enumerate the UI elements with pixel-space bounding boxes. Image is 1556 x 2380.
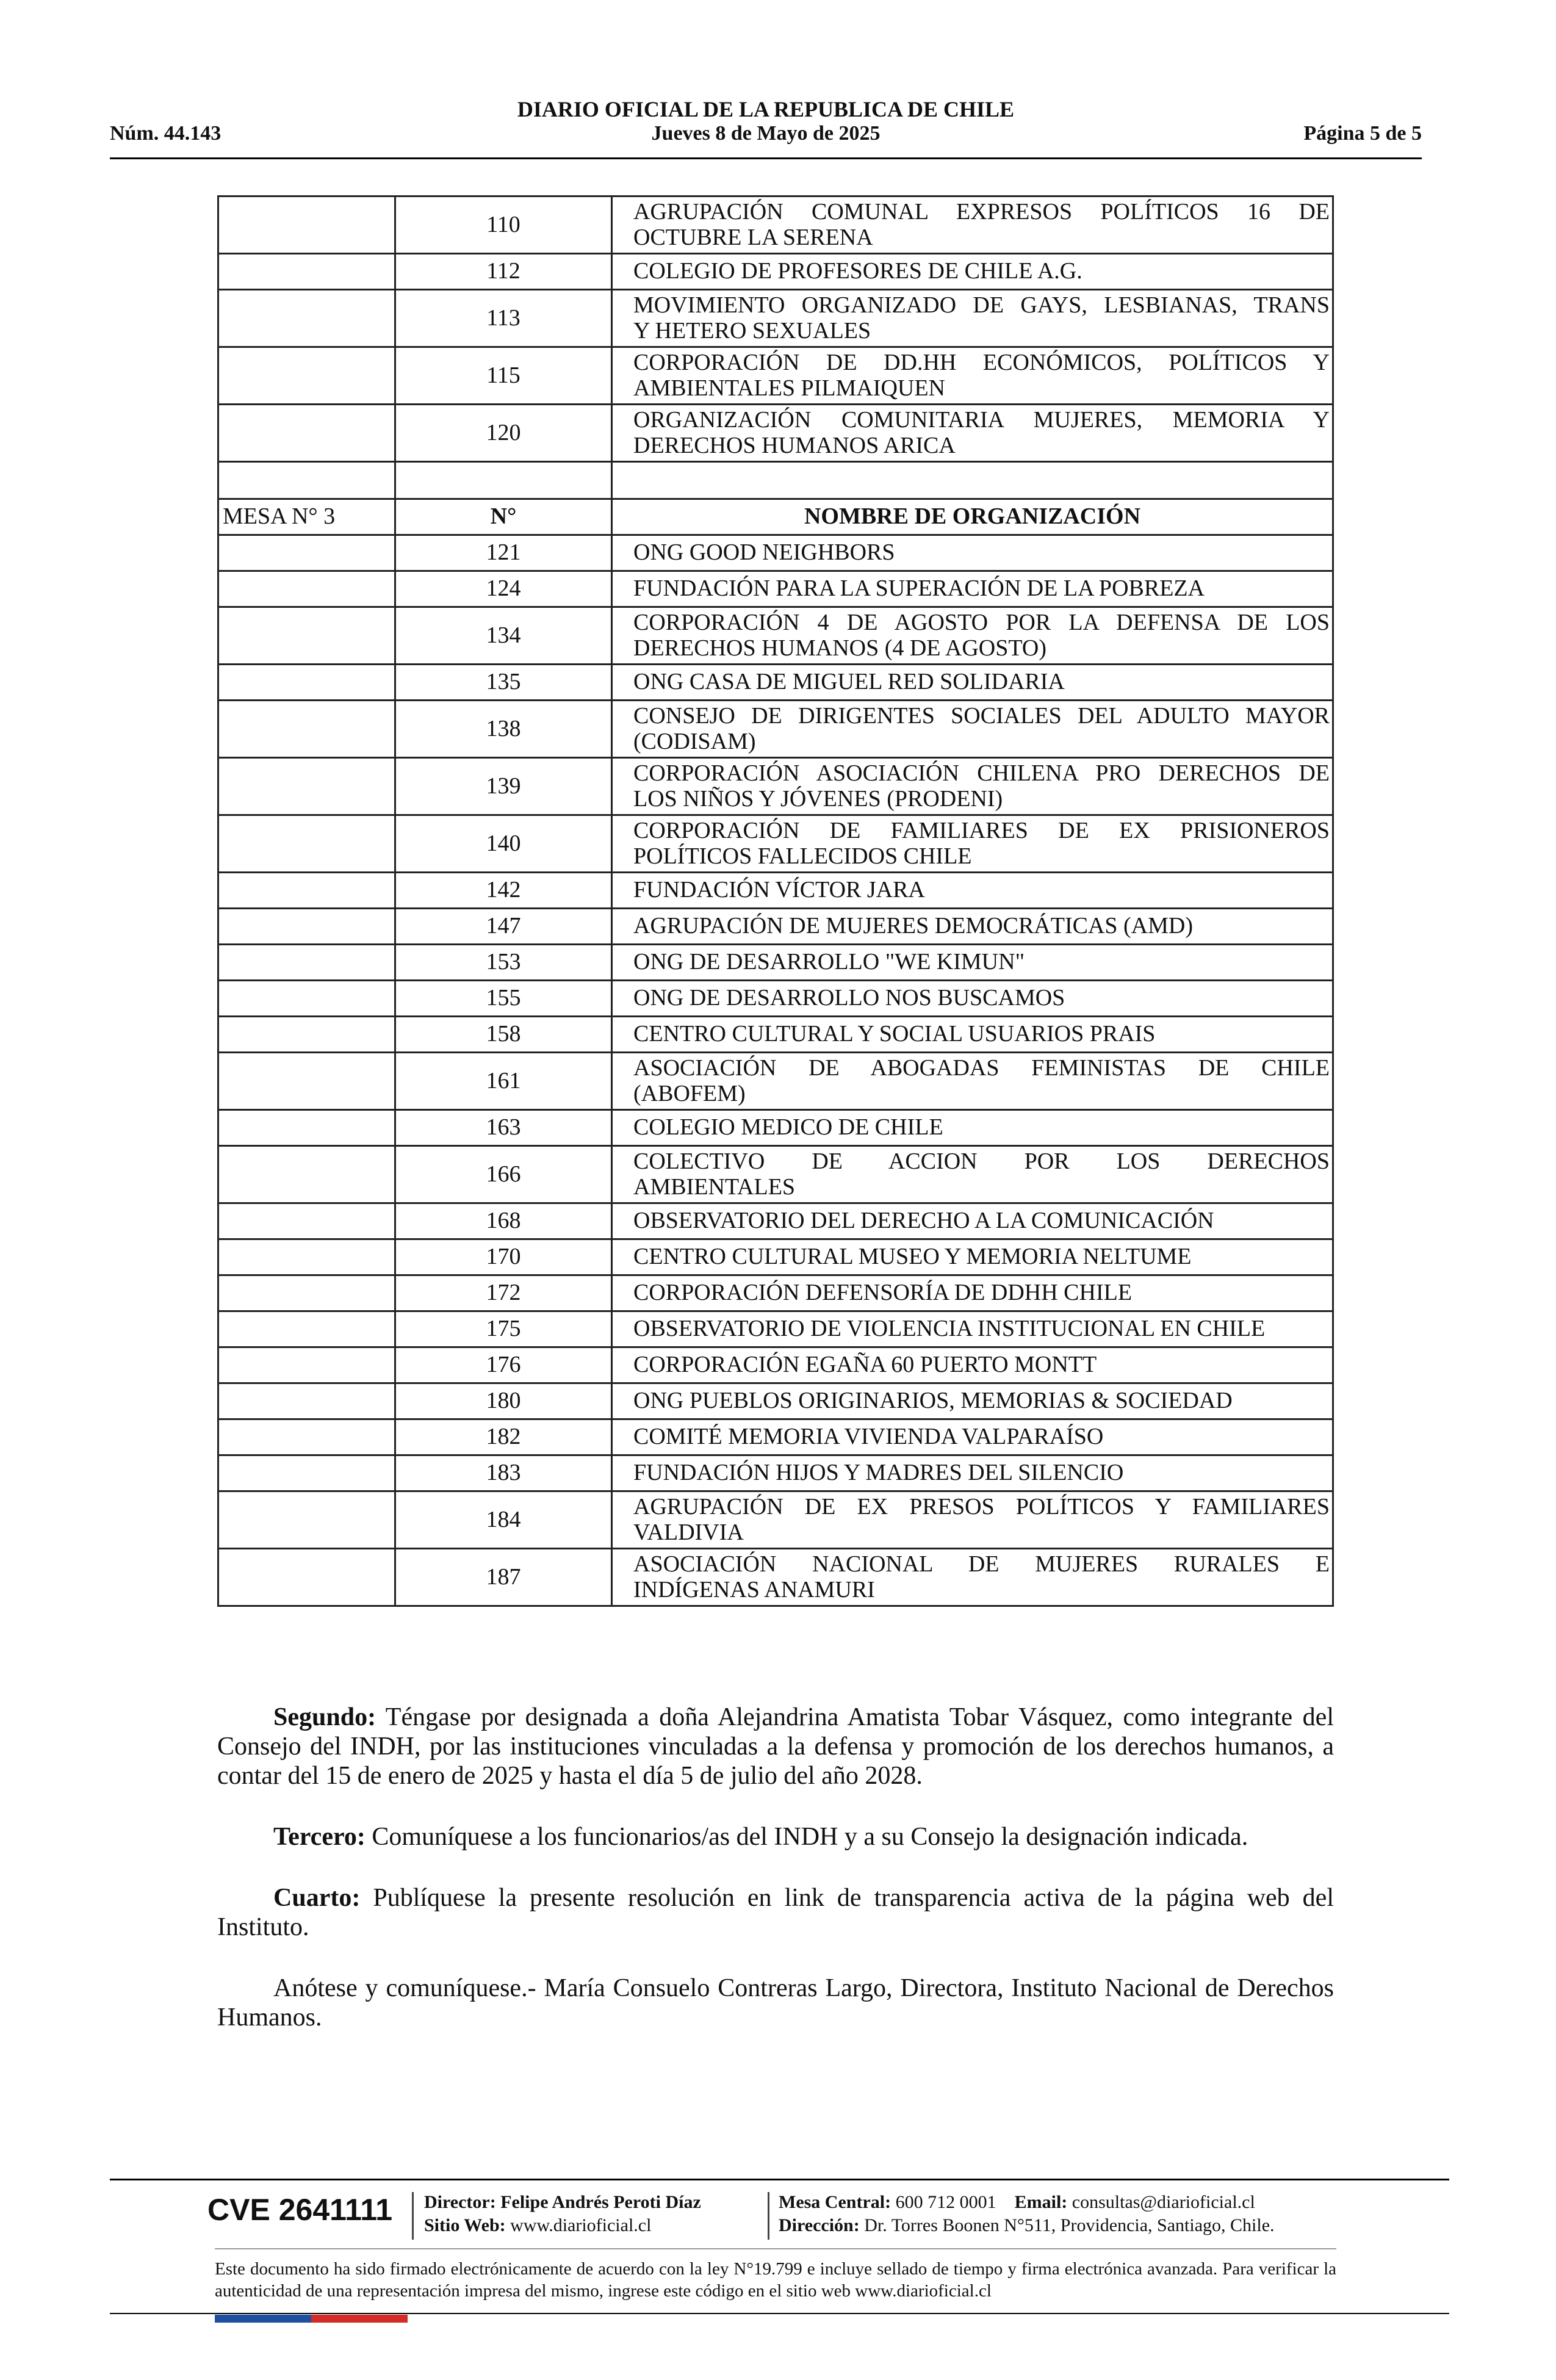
issue-number: Núm. 44.143 [110, 122, 222, 145]
table-row [218, 254, 1333, 290]
org-name: ONG GOOD NEIGHBORS [633, 539, 895, 566]
paragraph-cuarto [217, 1883, 1334, 1942]
org-name-cell [612, 1146, 1333, 1203]
org-name-cell [612, 1311, 1333, 1347]
org-name-continued: VALDIVIA [633, 1519, 744, 1545]
org-name: CENTRO CULTURAL MUSEO Y MEMORIA NELTUME [633, 1244, 1192, 1270]
org-name-continued: Y HETERO SEXUALES [633, 317, 871, 344]
org-number: 134 [395, 607, 612, 665]
mesa-cell [218, 1146, 395, 1203]
org-name: ASOCIACIÓN NACIONAL DE MUJERES RURALES E [633, 1551, 1330, 1578]
footer-separator [412, 2192, 414, 2240]
org-name-cell [612, 1203, 1333, 1239]
org-number: 135 [395, 665, 612, 701]
org-number: 142 [395, 873, 612, 909]
footer-divider-mid [215, 2248, 1336, 2249]
org-name: COLEGIO DE PROFESORES DE CHILE A.G. [633, 258, 1082, 284]
segundo-label: Segundo: [273, 1703, 376, 1731]
table-row [218, 571, 1333, 607]
org-number: 113 [395, 290, 612, 347]
mesa-cell [218, 1383, 395, 1419]
org-number: 182 [395, 1419, 612, 1455]
org-number: 166 [395, 1146, 612, 1203]
cve-code: CVE 2641111 [207, 2193, 393, 2227]
org-number: 120 [395, 405, 612, 462]
org-name-cell [612, 701, 1333, 758]
org-name: MOVIMIENTO ORGANIZADO DE GAYS, LESBIANAS, TRANS [633, 292, 1330, 319]
org-name-cell [612, 1110, 1333, 1146]
column-header-number: N° [395, 499, 612, 535]
org-name-cell [612, 981, 1333, 1017]
org-number: 158 [395, 1017, 612, 1053]
table-row [218, 290, 1333, 347]
mesa-cell [218, 1419, 395, 1455]
org-name-cell [612, 1053, 1333, 1110]
org-name: FUNDACIÓN PARA LA SUPERACIÓN DE LA POBREZA [633, 575, 1205, 602]
footer-separator [768, 2192, 769, 2240]
org-number: 161 [395, 1053, 612, 1110]
org-name: ASOCIACIÓN DE ABOGADAS FEMINISTAS DE CHILE [633, 1055, 1330, 1081]
org-name-continued: DERECHOS HUMANOS (4 DE AGOSTO) [633, 635, 1047, 661]
org-number: 180 [395, 1383, 612, 1419]
org-name-cell [612, 1549, 1333, 1606]
paragraph-tercero [217, 1822, 1334, 1852]
org-number: 112 [395, 254, 612, 290]
org-name-continued: OCTUBRE LA SERENA [633, 224, 873, 250]
mesa-cell [218, 873, 395, 909]
paragraph-segundo [217, 1703, 1334, 1790]
table-row [218, 873, 1333, 909]
table-row [218, 1110, 1333, 1146]
mesa-cell [218, 1549, 395, 1606]
org-name-cell [612, 1017, 1333, 1053]
footer-divider-top [110, 2179, 1449, 2180]
org-name: AGRUPACIÓN DE MUJERES DEMOCRÁTICAS (AMD) [633, 913, 1194, 939]
flag-stripe-red [311, 2315, 408, 2323]
mesa-cell [218, 815, 395, 873]
org-number: 110 [395, 197, 612, 254]
table-row [218, 1491, 1333, 1549]
org-name-cell [612, 665, 1333, 701]
org-number: 187 [395, 1549, 612, 1606]
org-name-cell [612, 405, 1333, 462]
paragraph-closing: Anótese y comuníquese.- María Consuelo Contreras Largo, Directora, Instituto Nacional de Derechos Humanos. [217, 1974, 1334, 2032]
web-label: Sitio Web: [424, 2215, 506, 2235]
org-name-cell [612, 873, 1333, 909]
org-number: 121 [395, 535, 612, 571]
tercero-text: Comuníquese a los funcionarios/as del INDH y a su Consejo la designación indicada. [365, 1823, 1248, 1851]
web-link[interactable]: www.diarioficial.cl [505, 2215, 652, 2235]
org-name: CORPORACIÓN 4 DE AGOSTO POR LA DEFENSA DE LOS [633, 610, 1330, 636]
organizations-table-body [218, 197, 1333, 1606]
tercero-label: Tercero: [273, 1823, 366, 1851]
org-name: CORPORACIÓN ASOCIACIÓN CHILENA PRO DERECHOS DE [633, 760, 1330, 787]
segundo-text: Téngase por designada a doña Alejandrina Amatista Tobar Vásquez, como integrante del Consejo del INDH, por las instituciones vinculadas a la defensa y promoción de los derechos humanos, a contar del 15 de enero de 2025 y hasta el día 5 de julio del año 2028. [217, 1703, 1334, 1790]
org-name: OBSERVATORIO DEL DERECHO A LA COMUNICACIÓN [633, 1208, 1214, 1234]
mesa-cell [218, 607, 395, 665]
org-name-continued: INDÍGENAS ANAMURI [633, 1576, 875, 1603]
table-row [218, 535, 1333, 571]
org-name: CORPORACIÓN DEFENSORÍA DE DDHH CHILE [633, 1280, 1133, 1306]
mesa-cell [218, 1311, 395, 1347]
org-name-continued: AMBIENTALES [633, 1174, 796, 1200]
table-row [218, 981, 1333, 1017]
newspaper-title: DIARIO OFICIAL DE LA REPUBLICA DE CHILE [517, 97, 1015, 121]
org-name: ORGANIZACIÓN COMUNITARIA MUJERES, MEMORIA Y [633, 407, 1330, 433]
mesa-cell [218, 701, 395, 758]
org-name-continued: POLÍTICOS FALLECIDOS CHILE [633, 843, 972, 869]
mesa-cell [218, 1347, 395, 1383]
signature-disclaimer: Este documento ha sido firmado electrónicamente de acuerdo con la ley N°19.799 e incluye sellado de tiempo y firma electrónica avanzada. Para verificar la autenticidad de una representación impresa del mismo, ingrese este código en el sitio web www.diarioficial.cl [215, 2259, 1336, 2301]
mesa-cell [218, 1455, 395, 1491]
org-name: FUNDACIÓN VÍCTOR JARA [633, 877, 925, 903]
org-number: 175 [395, 1311, 612, 1347]
blank-cell [395, 462, 612, 499]
mesa-cell [218, 254, 395, 290]
column-header-name: NOMBRE DE ORGANIZACIÓN [612, 499, 1333, 535]
org-name-continued: (CODISAM) [633, 728, 756, 754]
mesa-cell [218, 535, 395, 571]
org-name-cell [612, 945, 1333, 981]
mesa-cell [218, 462, 395, 499]
table-row [218, 607, 1333, 665]
table-row [218, 1419, 1333, 1455]
org-name: CORPORACIÓN EGAÑA 60 PUERTO MONTT [633, 1352, 1097, 1378]
table-row [218, 1347, 1333, 1383]
table-row [218, 1455, 1333, 1491]
mesa-cell [218, 665, 395, 701]
table-row [218, 1146, 1333, 1203]
mesa-cell [218, 1275, 395, 1311]
org-name-continued: AMBIENTALES PILMAIQUEN [633, 375, 945, 401]
mesa-label: Mesa Central: [779, 2192, 891, 2212]
org-number: 163 [395, 1110, 612, 1146]
mesa-label: MESA N° 3 [218, 499, 395, 535]
org-number: 172 [395, 1275, 612, 1311]
table-row [218, 1383, 1333, 1419]
org-name: CONSEJO DE DIRIGENTES SOCIALES DEL ADULTO MAYOR [633, 703, 1330, 729]
mesa-cell [218, 981, 395, 1017]
org-name-cell [612, 1383, 1333, 1419]
resolution-body [217, 1703, 1334, 2064]
org-name-cell [612, 815, 1333, 873]
issue-date: Jueves 8 de Mayo de 2025 [651, 122, 881, 145]
address-value: Dr. Torres Boonen N°511, Providencia, Santiago, Chile. [859, 2215, 1275, 2235]
footer-director-block [424, 2191, 701, 2237]
org-number: 153 [395, 945, 612, 981]
table-row [218, 1275, 1333, 1311]
org-name-cell [612, 1491, 1333, 1549]
mesa-cell [218, 347, 395, 405]
mesa-cell [218, 758, 395, 815]
footer-contact-block [779, 2191, 1275, 2237]
table-row [218, 1549, 1333, 1606]
org-number: 184 [395, 1491, 612, 1549]
org-name: CENTRO CULTURAL Y SOCIAL USUARIOS PRAIS [633, 1021, 1156, 1047]
org-name-continued: DERECHOS HUMANOS ARICA [633, 432, 956, 458]
org-name: COMITÉ MEMORIA VIVIENDA VALPARAÍSO [633, 1424, 1104, 1450]
table-row [218, 1311, 1333, 1347]
org-number: 168 [395, 1203, 612, 1239]
organizations-table [217, 195, 1334, 1607]
org-name: COLECTIVO DE ACCION POR LOS DERECHOS [633, 1149, 1330, 1175]
mesa-cell [218, 571, 395, 607]
org-name-cell [612, 1455, 1333, 1491]
org-name-cell [612, 571, 1333, 607]
address-label: Dirección: [779, 2215, 860, 2235]
blank-row [218, 462, 1333, 499]
director-label: Director: [424, 2192, 496, 2212]
org-name: ONG CASA DE MIGUEL RED SOLIDARIA [633, 669, 1065, 695]
cuarto-text: Publíquese la presente resolución en link de transparencia activa de la página web del Instituto. [217, 1884, 1334, 1941]
table-row [218, 815, 1333, 873]
org-name-cell [612, 909, 1333, 945]
table-row [218, 665, 1333, 701]
page-header [110, 92, 1422, 159]
org-name-cell [612, 197, 1333, 254]
org-name-continued: (ABOFEM) [633, 1080, 746, 1106]
org-number: 176 [395, 1347, 612, 1383]
org-number: 138 [395, 701, 612, 758]
cuarto-label: Cuarto: [273, 1884, 361, 1912]
table-row [218, 1053, 1333, 1110]
table-row [218, 347, 1333, 405]
footer-divider-bottom [110, 2313, 1449, 2314]
org-name-cell [612, 347, 1333, 405]
org-name: ONG DE DESARROLLO NOS BUSCAMOS [633, 985, 1065, 1011]
org-name: FUNDACIÓN HIJOS Y MADRES DEL SILENCIO [633, 1460, 1124, 1486]
table-row [218, 405, 1333, 462]
org-number: 170 [395, 1239, 612, 1275]
table-row [218, 197, 1333, 254]
org-name: ONG PUEBLOS ORIGINARIOS, MEMORIAS & SOCIEDAD [633, 1388, 1233, 1414]
mesa-cell [218, 1017, 395, 1053]
org-number: 115 [395, 347, 612, 405]
mesa-cell [218, 290, 395, 347]
org-name: OBSERVATORIO DE VIOLENCIA INSTITUCIONAL EN CHILE [633, 1316, 1266, 1342]
org-name-cell [612, 758, 1333, 815]
mesa-cell [218, 405, 395, 462]
org-name-cell [612, 1347, 1333, 1383]
mesa-cell [218, 197, 395, 254]
table-row [218, 909, 1333, 945]
mesa-cell [218, 1110, 395, 1146]
table-row [218, 1203, 1333, 1239]
table-row [218, 758, 1333, 815]
org-number: 139 [395, 758, 612, 815]
director-name: Felipe Andrés Peroti Díaz [495, 2192, 701, 2212]
table-row [218, 1017, 1333, 1053]
org-name: CORPORACIÓN DE DD.HH ECONÓMICOS, POLÍTICOS Y [633, 350, 1330, 376]
org-name-cell [612, 1419, 1333, 1455]
org-name: AGRUPACIÓN COMUNAL EXPRESOS POLÍTICOS 16 DE [633, 199, 1330, 225]
mesa-cell [218, 1053, 395, 1110]
org-name: AGRUPACIÓN DE EX PRESOS POLÍTICOS Y FAMILIARES [633, 1494, 1330, 1520]
org-number: 183 [395, 1455, 612, 1491]
org-name: ONG DE DESARROLLO "WE KIMUN" [633, 949, 1025, 975]
mesa-cell [218, 909, 395, 945]
table-row [218, 701, 1333, 758]
org-name-cell [612, 607, 1333, 665]
email-link[interactable]: consultas@diarioficial.cl [1067, 2192, 1255, 2212]
org-number: 124 [395, 571, 612, 607]
org-number: 155 [395, 981, 612, 1017]
org-name-cell [612, 254, 1333, 290]
column-header-row [218, 499, 1333, 535]
mesa-cell [218, 945, 395, 981]
org-name-cell [612, 1275, 1333, 1311]
org-number: 147 [395, 909, 612, 945]
org-name-continued: LOS NIÑOS Y JÓVENES (PRODENI) [633, 785, 1003, 812]
email-label: Email: [1014, 2192, 1068, 2212]
mesa-phone: 600 712 0001 [891, 2192, 996, 2212]
org-name: CORPORACIÓN DE FAMILIARES DE EX PRISIONEROS [633, 818, 1330, 844]
flag-stripe-blue [215, 2315, 311, 2323]
org-name-cell [612, 535, 1333, 571]
page-number: Página 5 de 5 [1303, 122, 1422, 145]
table-row [218, 945, 1333, 981]
mesa-cell [218, 1491, 395, 1549]
org-name-cell [612, 1239, 1333, 1275]
org-number: 140 [395, 815, 612, 873]
blank-cell [612, 462, 1333, 499]
table-row [218, 1239, 1333, 1275]
mesa-cell [218, 1239, 395, 1275]
org-name: COLEGIO MEDICO DE CHILE [633, 1114, 943, 1141]
mesa-cell [218, 1203, 395, 1239]
org-name-cell [612, 290, 1333, 347]
